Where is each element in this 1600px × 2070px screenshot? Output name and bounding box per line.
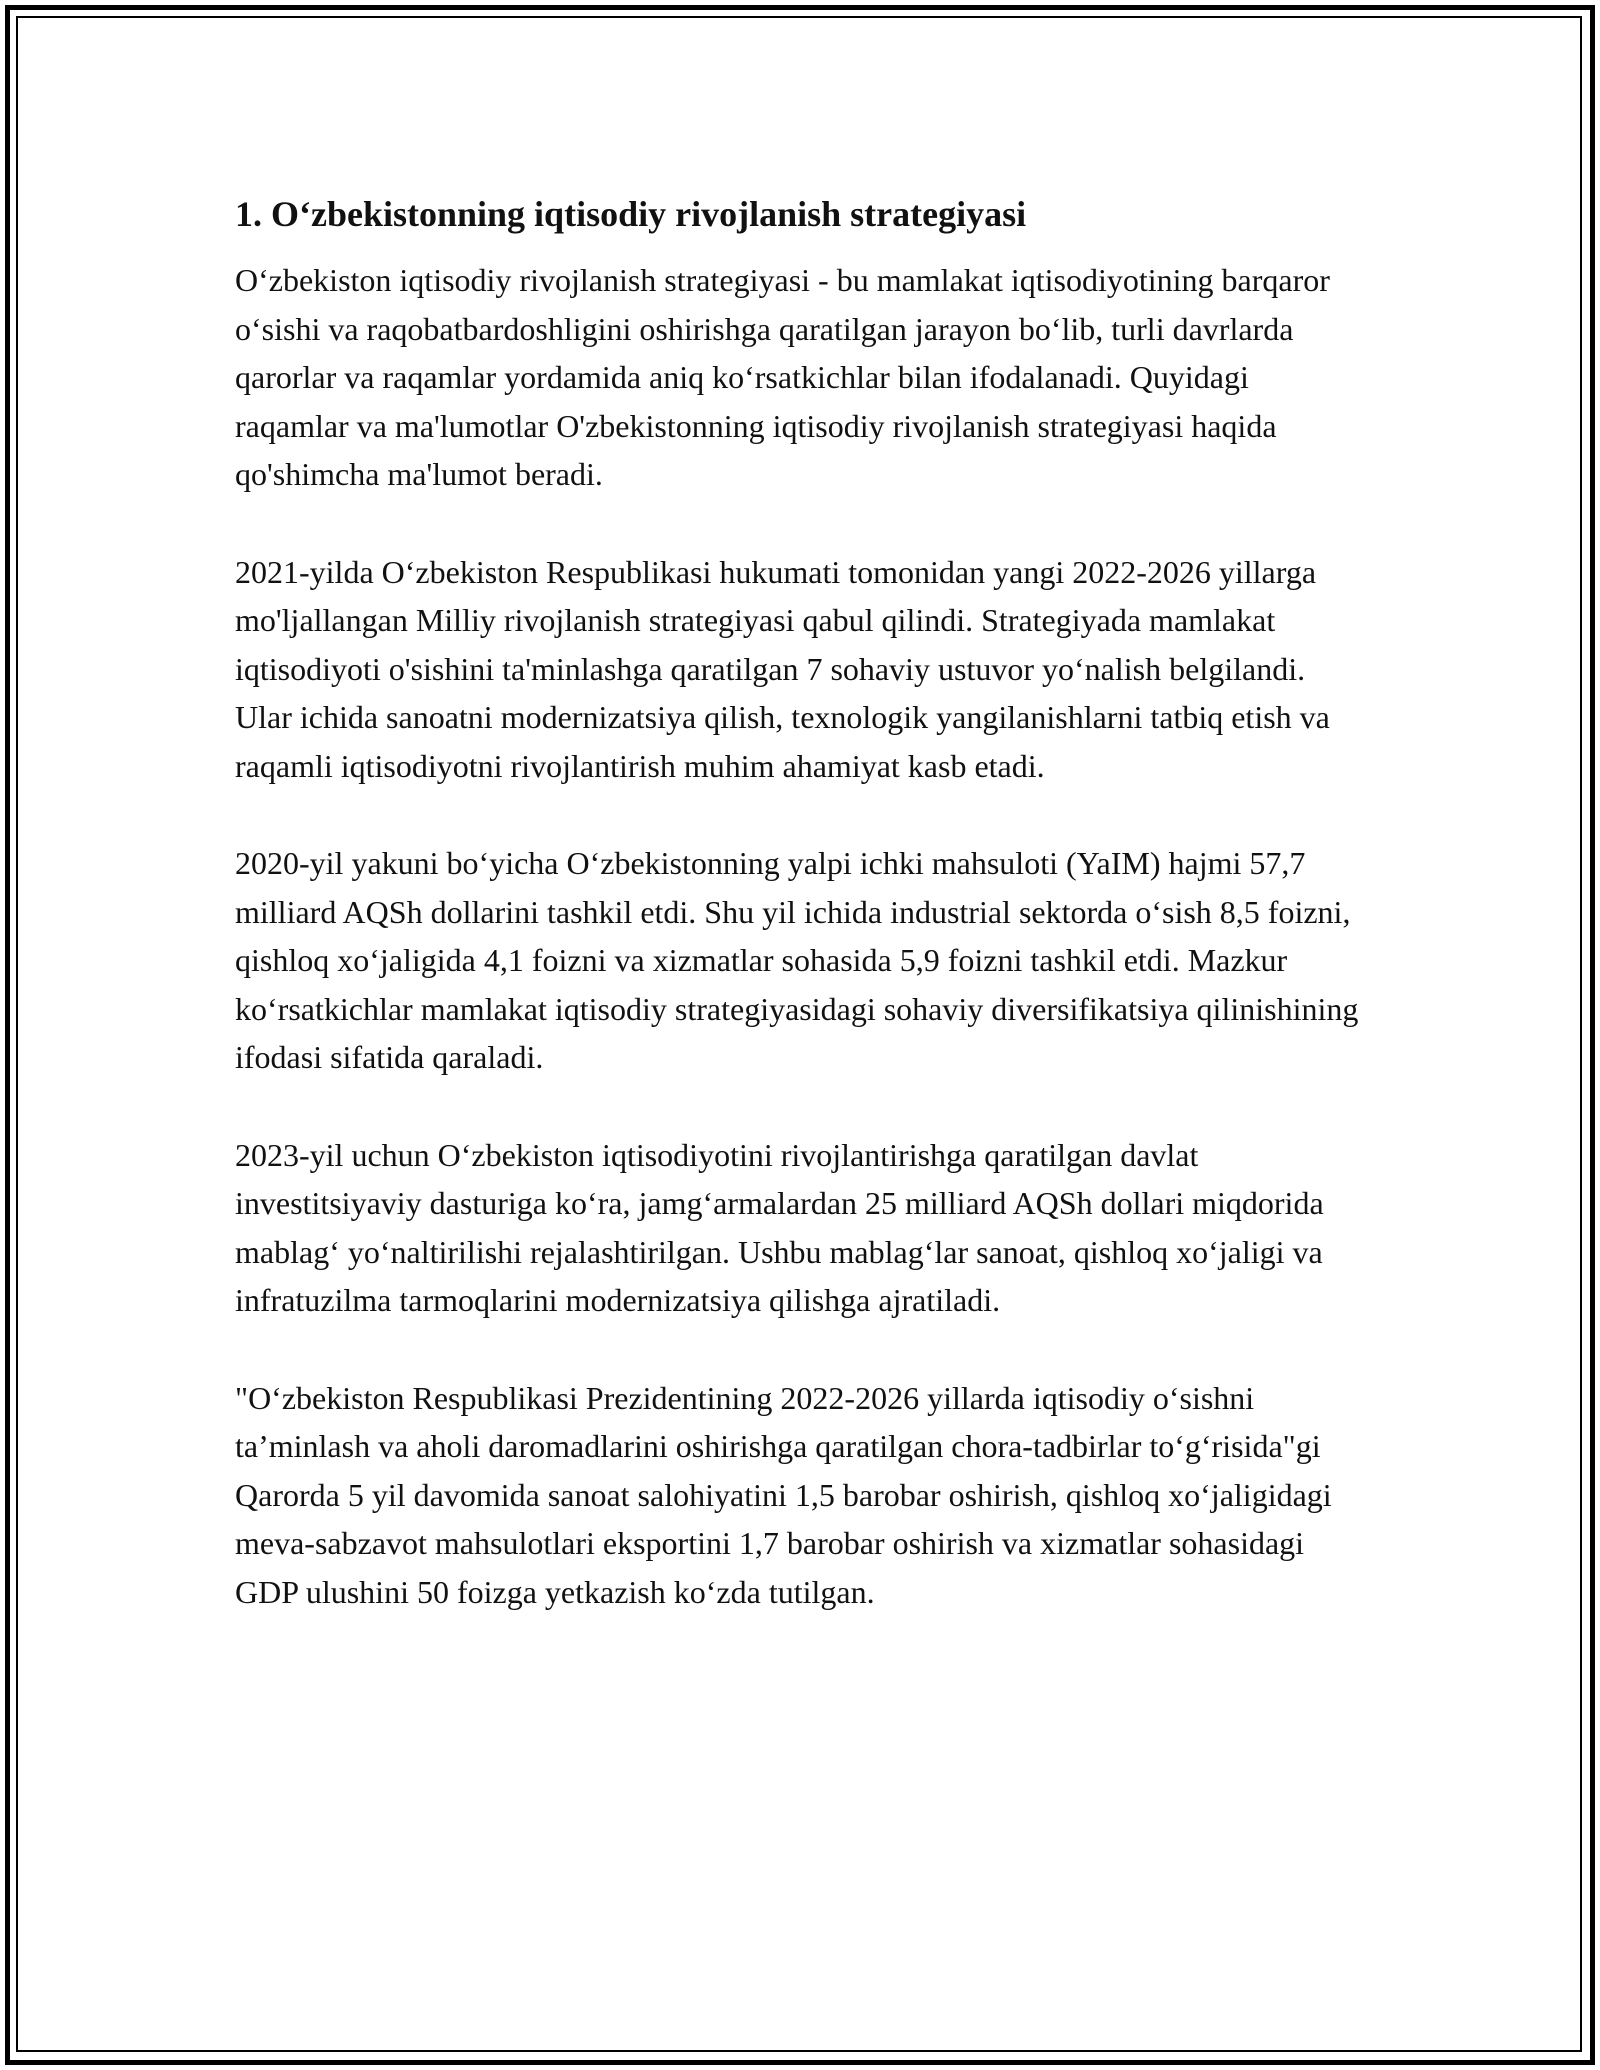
paragraph-investment-2023: 2023-yil uchun O‘zbekiston iqtisodiyotini rivojlantirishga qaratilgan davlat investitsiyaviy dasturiga ko‘ra, jamg‘armalardan 25 milliard AQSh dollari miqdorida mablag‘ yo‘naltirilishi rejalashtirilgan. Ushbu mablag‘lar sanoat, qishloq xo‘jaligi va infratuzilma tarmoqlarini modernizatsiya qilishga ajratiladi. <box>235 1136 1324 1318</box>
paragraph-presidential-decree: "O‘zbekiston Respublikasi Prezidentining 2022-2026 yillarda iqtisodiy o‘sishni ta’minlash va aholi daromadlarini oshirishga qaratilgan chora-tadbirlar to‘g‘risida"gi Qarorda 5 yil davomida sanoat salohiyatini 1,5 barobar oshirish, qishloq xo‘jaligidagi meva-sabzavot mahsulotlari eksportini 1,7 barobar oshirish va xizmatlar sohasidagi GDP ulushini 50 foizga yetkazish ko‘zda tutilgan. <box>235 1379 1332 1610</box>
paragraph-strategy-2021: 2021-yilda O‘zbekiston Respublikasi hukumati tomonidan yangi 2022-2026 yillarga mo'ljallangan Milliy rivojlanish strategiyasi qabul qilindi. Strategiyada mamlakat iqtisodiyoti o'sishini ta'minlashga qaratilgan 7 sohaviy ustuvor yo‘nalish belgilandi. Ular ichida sanoatni modernizatsiya qilish, texnologik yangilanishlarni tatbiq etish va raqamli iqtisodiyotni rivojlantirish muhim ahamiyat kasb etadi. <box>235 553 1330 784</box>
paragraph-intro: O‘zbekiston iqtisodiy rivojlanish strategiyasi - bu mamlakat iqtisodiyotining barqaror o‘sishi va raqobatbardoshligini oshirishga qaratilgan jarayon bo‘lib, turli davrlarda qarorlar va raqamlar yordamida aniq ko‘rsatkichlar bilan ifodalanadi. Quyidagi raqamlar va ma'lumotlar O'zbekistonning iqtisodiy rivojlanish strategiyasi haqida qo'shimcha ma'lumot beradi. <box>235 262 1330 492</box>
section-heading: 1. O‘zbekistonning iqtisodiy rivojlanish strategiyasi <box>235 194 1027 234</box>
paragraph-gdp-2020: 2020-yil yakuni bo‘yicha O‘zbekistonning yalpi ichki mahsuloti (YaIM) hajmi 57,7 milliard AQSh dollarini tashkil etdi. Shu yil ichida industrial sektorda o‘sish 8,5 foizni, qishloq xo‘jaligida 4,1 foizni va xizmatlar sohasida 5,9 foizni tashkil etdi. Mazkur ko‘rsatkichlar mamlakat iqtisodiy strategiyasidagi sohaviy diversifikatsiya qilinishining ifodasi sifatida qaraladi. <box>235 845 1359 1075</box>
document-body <box>235 187 1365 1616</box>
